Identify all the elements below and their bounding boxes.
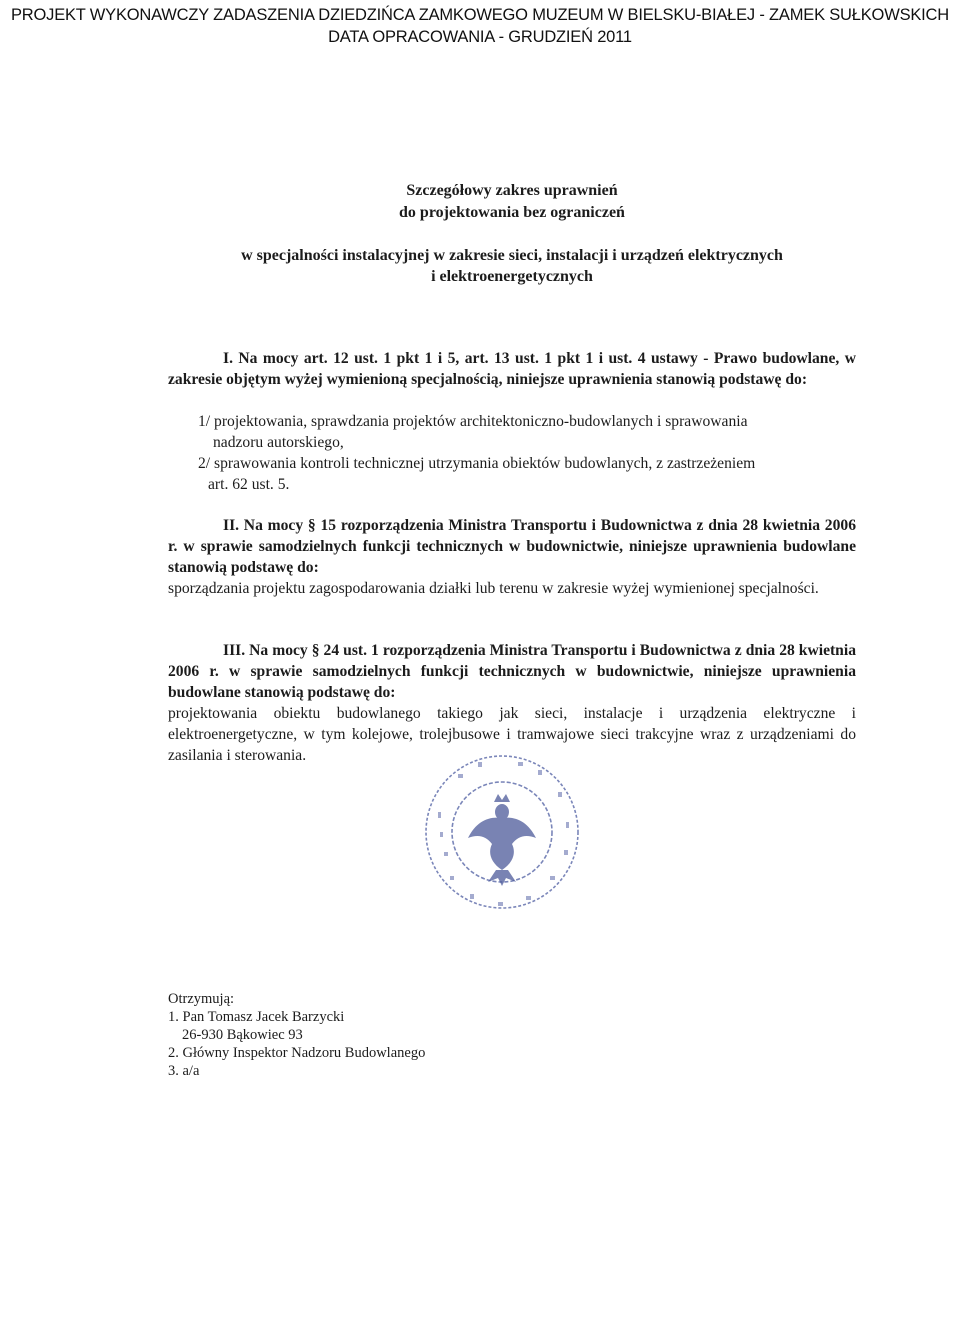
section1-item1-line2: nadzoru autorskiego, [213, 434, 344, 451]
recipient-3: 3. a/a [168, 1063, 200, 1079]
section1-item1-line1: 1/ projektowania, sprawdzania projektów architektoniczno-budowlanych i sprawowania [198, 413, 748, 430]
eagle-seal-icon [418, 752, 586, 912]
section3-intro: III. Na mocy § 24 ust. 1 rozporządzenia Ministra Transportu i Budownictwa z dnia 28 kwietnia 2006 r. w sprawie samodzielnych funkcji technicznych w budownictwie, niniejsze uprawnienia budowlane stanowią podstawę do: [168, 642, 856, 701]
recipient-1: 1. Pan Tomasz Jacek Barzycki [168, 1009, 345, 1025]
recipient-2: 2. Główny Inspektor Nadzoru Budowlanego [168, 1045, 426, 1061]
recipients-block [168, 990, 425, 1080]
recipients-label: Otrzymują: [168, 991, 235, 1007]
section1-item2-line2: art. 62 ust. 5. [208, 476, 290, 493]
page-header [0, 4, 960, 48]
header-project-title: PROJEKT WYKONAWCZY ZADASZENIA DZIEDZIŃCA ZAMKOWEGO MUZEUM W BIELSKU-BIAŁEJ - ZAMEK SUŁKOWSKICH [10, 6, 949, 24]
doc-title-line2: do projektowania bez ograniczeń [399, 204, 625, 221]
header-date: DATA OPRACOWANIA - GRUDZIEŃ 2011 [328, 28, 632, 46]
section3-body: projektowania obiektu budowlanego takiego jak sieci, instalacje i urządzenia elektryczne i elektroenergetyczne, w tym kolejowe, trolejbusowe i tramwajowe sieci trakcyjne wraz z urządzeniami do zasilania i sterowania. [168, 705, 856, 764]
section1-item2-line1: 2/ sprawowania kontroli technicznej utrzymania obiektów budowlanych, z zastrzeżeniem [198, 455, 756, 472]
section1-intro: I. Na mocy art. 12 ust. 1 pkt 1 i 5, art. 13 ust. 1 pkt 1 i ust. 4 ustawy - Prawo budowlane, w zakresie objętym wyżej wymienioną specjalnością, niniejsze uprawnienia stanowią podstawę do: [168, 350, 856, 388]
doc-title-line1: Szczegółowy zakres uprawnień [406, 182, 618, 199]
doc-title-line3: w specjalności instalacyjnej w zakresie sieci, instalacji i urządzeń elektrycznych [241, 247, 783, 264]
section2-body: sporządzania projektu zagospodarowania działki lub terenu w zakresie wyżej wymienionej specjalności. [168, 580, 819, 597]
recipient-1-address: 26-930 Bąkowiec 93 [182, 1027, 303, 1043]
doc-title-line4: i elektroenergetycznych [431, 268, 593, 285]
section2-intro: II. Na mocy § 15 rozporządzenia Ministra Transportu i Budownictwa z dnia 28 kwietnia 2006 r. w sprawie samodzielnych funkcji technicznych w budownictwie, niniejsze uprawnienia budowlane stanowią podstawę do: [168, 517, 856, 576]
